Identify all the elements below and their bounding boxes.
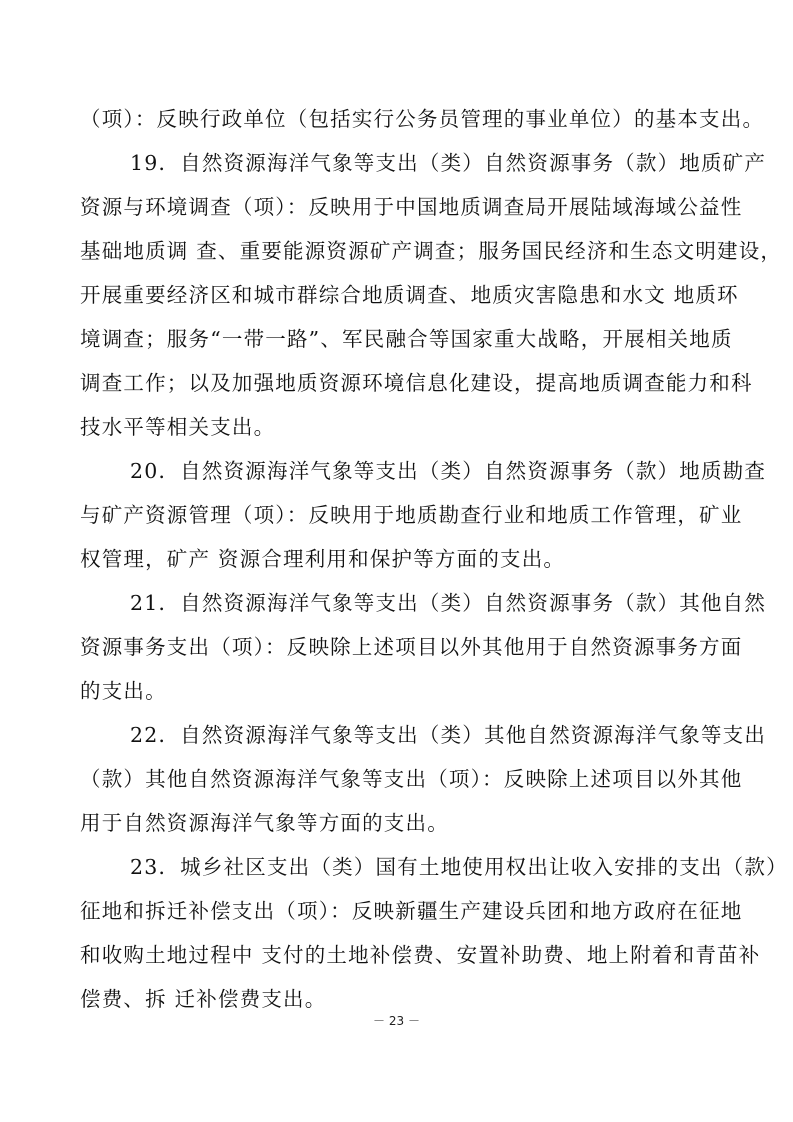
page-number: － 23 － [373, 1014, 420, 1028]
text-line: 开展重要经济区和城市群综合地质调查、地质灾害隐患和水文 地质环 [80, 283, 739, 307]
text-line: 和收购土地过程中 支付的土地补偿费、安置补助费、地上附着和青苗补 [80, 943, 761, 967]
text-line: 征地和拆迁补偿支出（项）：反映新疆生产建设兵团和地方政府在征地 [80, 899, 743, 923]
text-line: 资源与环境调查（项）：反映用于中国地质调查局开展陆域海域公益性 [80, 195, 743, 219]
text-line: 境调查；服务“一带一路”、军民融合等国家重大战略，开展相关地质 [80, 327, 733, 351]
text-line: 资源事务支出（项）：反映除上述项目以外其他用于自然资源事务方面 [80, 635, 743, 659]
text-line: 20．自然资源海洋气象等支出（类）自然资源事务（款）地质勘查 [130, 459, 767, 483]
text-line: 偿费、拆 迁补偿费支出。 [80, 987, 327, 1011]
text-line: 21．自然资源海洋气象等支出（类）自然资源事务（款）其他自然 [130, 591, 767, 615]
text-line: 用于自然资源海洋气象等方面的支出。 [80, 811, 449, 835]
text-line: 22．自然资源海洋气象等支出（类）其他自然资源海洋气象等支出 [130, 723, 767, 747]
text-line: 调查工作；以及加强地质资源环境信息化建设，提高地质调查能力和科 [80, 371, 753, 395]
text-line: 基础地质调 查、重要能源资源矿产调查；服务国民经济和生态文明建设， [80, 239, 783, 263]
text-line: 与矿产资源管理（项）：反映用于地质勘查行业和地质工作管理，矿业 [80, 503, 743, 527]
text-line: 技水平等相关支出。 [80, 415, 276, 439]
text-line: 权管理，矿产 资源合理利用和保护等方面的支出。 [80, 547, 566, 571]
text-line: （项）：反映行政单位（包括实行公务员管理的事业单位）的基本支出。 [80, 107, 765, 131]
text-line: （款）其他自然资源海洋气象等支出（项）：反映除上述项目以外其他 [80, 767, 743, 791]
text-line: 19．自然资源海洋气象等支出（类）自然资源事务（款）地质矿产 [130, 151, 767, 175]
text-line: 23．城乡社区支出（类）国有土地使用权出让收入安排的支出（款） [130, 855, 788, 879]
text-line: 的支出。 [80, 679, 167, 703]
